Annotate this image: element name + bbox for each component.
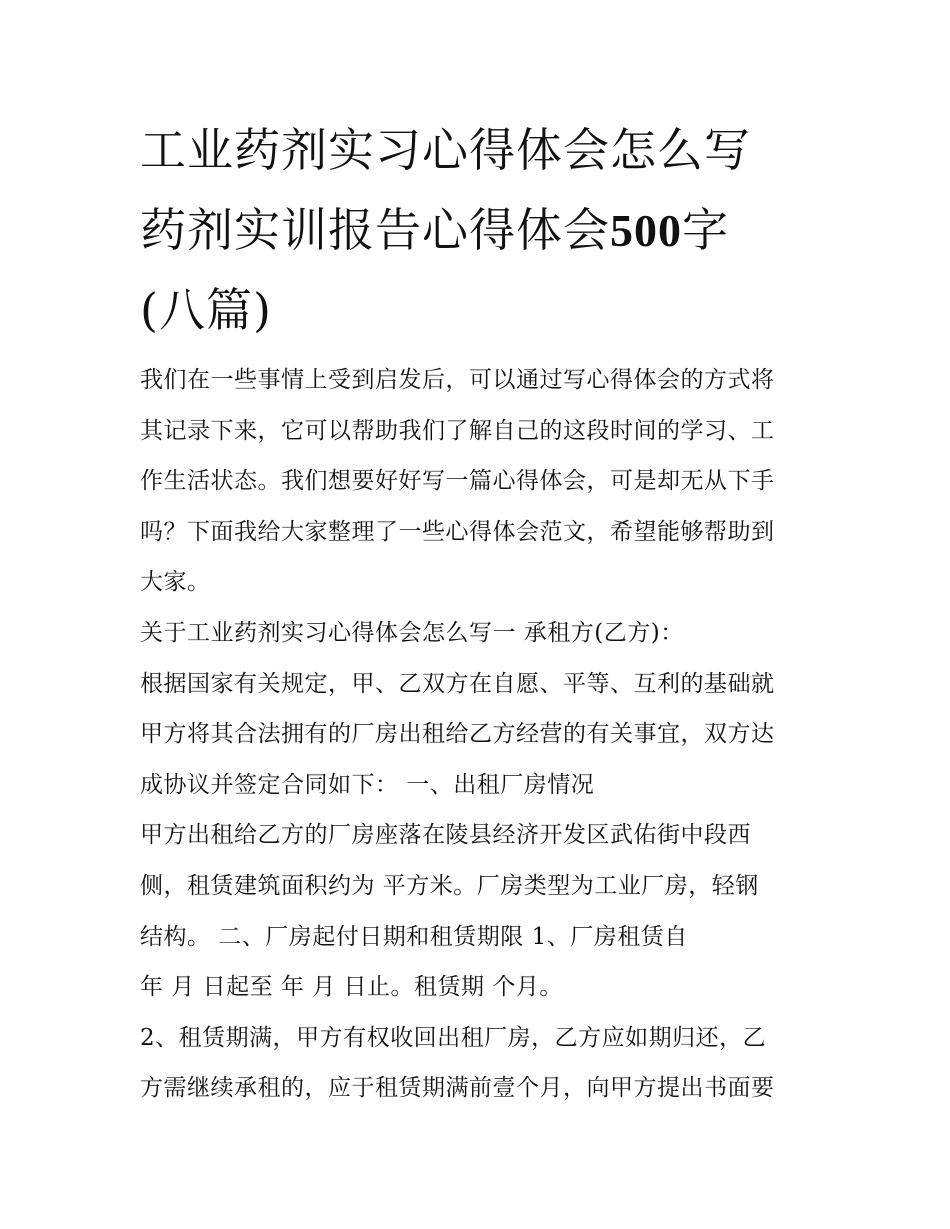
body-line: 侧，租赁建筑面积约为 平方米。厂房类型为工业厂房，轻钢: [140, 872, 759, 899]
document-title: [140, 110, 830, 350]
body-line: 甲方将其合法拥有的厂房出租给乙方经营的有关事宜，双方达: [140, 721, 775, 748]
title-line-2-suffix: 字: [682, 203, 729, 257]
body-line: 年 月 日起至 年 月 日止。租赁期 个月。: [140, 974, 563, 1001]
body-line: 2、租赁期满，甲方有权收回出租厂房，乙方应如期归还，乙: [140, 1024, 767, 1051]
body-line: 根据国家有关规定，甲、乙双方在自愿、平等、互利的基础就: [140, 670, 775, 697]
body-line: 吗？下面我给大家整理了一些心得体会范文，希望能够帮助到: [140, 518, 775, 545]
body-line: 我们在一些事情上受到启发后，可以通过写心得体会的方式将: [140, 367, 775, 393]
section-heading: 关于工业药剂实习心得体会怎么写一 承租方(乙方)：: [140, 619, 684, 646]
body-line: 成协议并签定合同如下： 一、出租厂房情况: [140, 771, 595, 798]
body-line: 甲方出租给乙方的厂房座落在陵县经济开发区武佑街中段西: [140, 822, 751, 849]
title-line-1: 工业药剂实习心得体会怎么写: [140, 123, 751, 177]
document-body: [140, 355, 820, 1114]
title-line-2-number: 500: [610, 205, 682, 256]
body-line: 大家。: [140, 569, 211, 596]
body-line: 其记录下来，它可以帮助我们了解自己的这段时间的学习、工: [140, 417, 775, 444]
title-line-3: (八篇): [140, 283, 272, 337]
body-line: 结构。 二、厂房起付日期和租赁期限 1、厂房租赁自: [140, 923, 688, 950]
title-line-2-text: 药剂实训报告心得体会: [140, 203, 610, 257]
title-line-2: [140, 190, 830, 270]
body-line: 作生活状态。我们想要好好写一篇心得体会，可是却无从下手: [140, 468, 775, 495]
body-line: 方需继续承租的，应于租赁期满前壹个月，向甲方提出书面要: [140, 1075, 775, 1102]
